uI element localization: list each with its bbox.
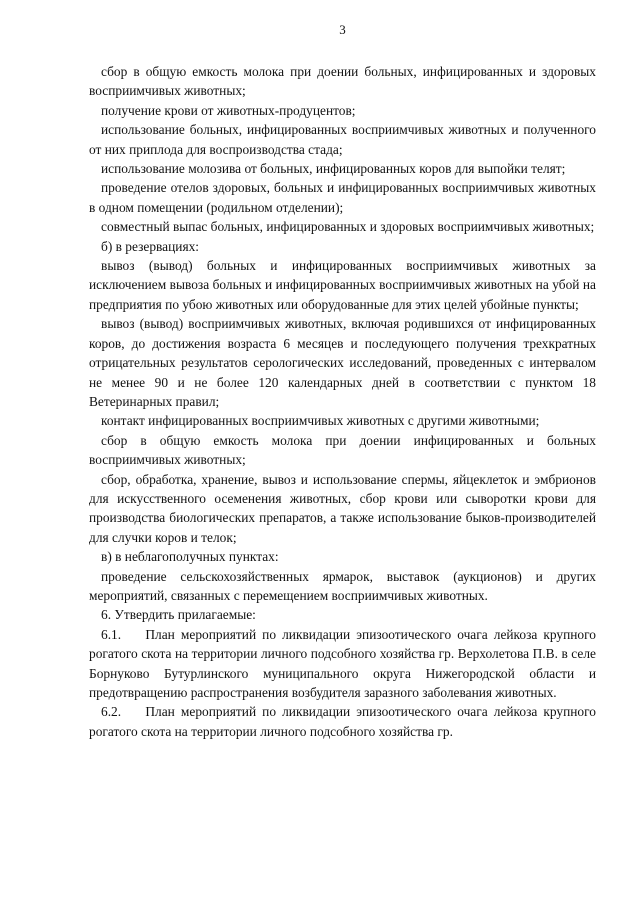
paragraph: сбор в общую емкость молока при доении инфицированных и больных восприимчивых животных; [89,432,596,468]
numbered-item: 6.1. План мероприятий по ликвидации эпизоотического очага лейкоза крупного рогатого скота на территории личного подсобного хозяйства гр. Верхолетова П.В. в селе Борнуково Бутурлинского муниципального округа Нижегородской области и предотвращению распространения возбудителя заразного заболевания животных. [89,626,596,700]
page-number: 3 [339,22,346,37]
paragraph: вывоз (вывод) восприимчивых животных, включая родившихся от инфицированных коров, до достижения возраста 6 месяцев и последующего получения трехкратных отрицательных результатов серологических исследований, проведенных с интервалом не менее 90 и не более 120 календарных дней в соответствии с пунктом 18 Ветеринарных правил; [89,316,596,409]
paragraph: проведение сельскохозяйственных ярмарок, выставок (аукционов) и других мероприятий, связанных с перемещением восприимчивых животных. [89,568,596,603]
document-body [89,62,596,741]
numbered-item: 6.2. План мероприятий по ликвидации эпизоотического очага лейкоза крупного рогатого скота на территории личного подсобного хозяйства гр. [89,704,596,739]
paragraph: совместный выпас больных, инфицированных и здоровых восприимчивых животных; [101,219,595,235]
subsection-heading: б) в резервациях: [101,238,200,254]
paragraph: использование молозива от больных, инфицированных коров для выпойки телят; [101,161,566,177]
paragraph: контакт инфицированных восприимчивых животных с другими животными; [101,413,540,429]
paragraph: получение крови от животных-продуцентов; [101,102,356,118]
paragraph: вывоз (вывод) больных и инфицированных восприимчивых животных за исключением вывоза больных и инфицированных восприимчивых животных на убой на предприятия по убою животных или оборудованные для этих целей убойные пункты; [89,258,596,312]
paragraph: сбор, обработка, хранение, вывоз и использование спермы, яйцеклеток и эмбрионов для искусственного осеменения животных, сбор крови или сыворотки крови для производства биологических препаратов, а также использование быков-производителей для случки коров и телок; [89,471,596,545]
paragraph: использование больных, инфицированных восприимчивых животных и полученного от них приплода для воспроизводства стада; [89,122,596,157]
subsection-heading: в) в неблагополучных пунктах: [101,549,279,565]
paragraph: проведение отелов здоровых, больных и инфицированных восприимчивых животных в одном помещении (родильном отделении); [89,180,596,215]
numbered-item: 6. Утвердить прилагаемые: [101,607,256,623]
paragraph: сбор в общую емкость молока при доении больных, инфицированных и здоровых восприимчивых животных; [89,64,596,99]
